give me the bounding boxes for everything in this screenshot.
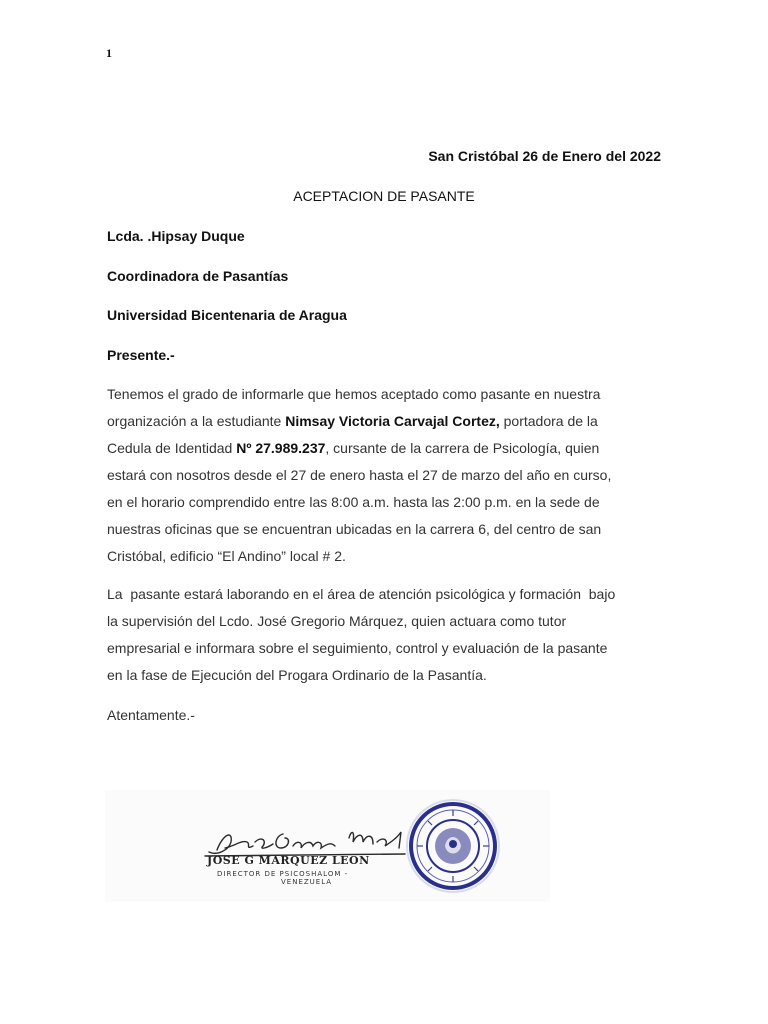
closing: Atentamente.- <box>107 707 195 723</box>
paragraph-text: nuestras oficinas que se encuentran ubicadas en la carrera 6, del centro de san <box>107 521 602 537</box>
signature-title-line2: VENEZUELA <box>281 878 333 886</box>
paragraph-text: organización a la estudiante Nimsay Victoria Carvajal Cortez, portadora de la <box>107 413 598 429</box>
date-line: San Cristóbal 26 de Enero del 2022 <box>428 148 661 164</box>
student-name: Nimsay Victoria Carvajal Cortez, <box>285 413 500 429</box>
document-title: ACEPTACION DE PASANTE <box>293 188 475 204</box>
paragraph-line <box>107 639 660 666</box>
paragraph-text: Cedula de Identidad Nº 27.989.237, cursante de la carrera de Psicología, quien <box>107 440 600 456</box>
paragraph-line <box>107 466 660 493</box>
page-number: 1 <box>106 46 112 60</box>
paragraph-line <box>107 412 660 439</box>
paragraph-text: la supervisión del Lcdo. José Gregorio Márquez, quien actuara como tutor <box>107 613 567 629</box>
paragraph-line <box>107 547 660 574</box>
addressee-institution: Universidad Bicentenaria de Aragua <box>107 307 347 323</box>
paragraph-line <box>107 439 660 466</box>
paragraph-line <box>107 666 660 693</box>
paragraph-line <box>107 585 660 612</box>
signature-name: JOSE G MARQUEZ LEON <box>207 854 370 867</box>
paragraph-line <box>107 520 660 547</box>
paragraph-text: en el horario comprendido entre las 8:00 a.m. hasta las 2:00 p.m. en la sede de <box>107 494 600 510</box>
paragraph-1 <box>107 385 660 574</box>
addressee-role: Coordinadora de Pasantías <box>107 268 289 284</box>
handwritten-signature <box>205 832 405 856</box>
paragraph-text: estará con nosotros desde el 27 de enero hasta el 27 de marzo del año en curso, <box>107 467 612 483</box>
paragraph-text: Tenemos el grado de informarle que hemos aceptado como pasante en nuestra <box>107 386 601 402</box>
paragraph-line <box>107 612 660 639</box>
greeting: Presente.- <box>107 347 175 363</box>
company-seal-icon <box>407 800 499 892</box>
id-number: Nº 27.989.237 <box>236 440 326 456</box>
signature-block <box>105 790 550 902</box>
paragraph-line <box>107 385 660 412</box>
signature-title-line1: DIRECTOR DE PSICOSHALOM - <box>217 870 349 878</box>
paragraph-text: Cristóbal, edificio “El Andino” local # 2. <box>107 548 346 564</box>
paragraph-line <box>107 493 660 520</box>
paragraph-text: La pasante estará laborando en el área de atención psicológica y formación bajo <box>107 586 616 602</box>
paragraph-text: empresarial e informara sobre el seguimiento, control y evaluación de la pasante <box>107 640 608 656</box>
paragraph-2 <box>107 585 660 693</box>
signature-image <box>105 790 550 902</box>
addressee-name: Lcda. .Hipsay Duque <box>107 228 245 244</box>
paragraph-text: en la fase de Ejecución del Progara Ordinario de la Pasantía. <box>107 667 487 683</box>
